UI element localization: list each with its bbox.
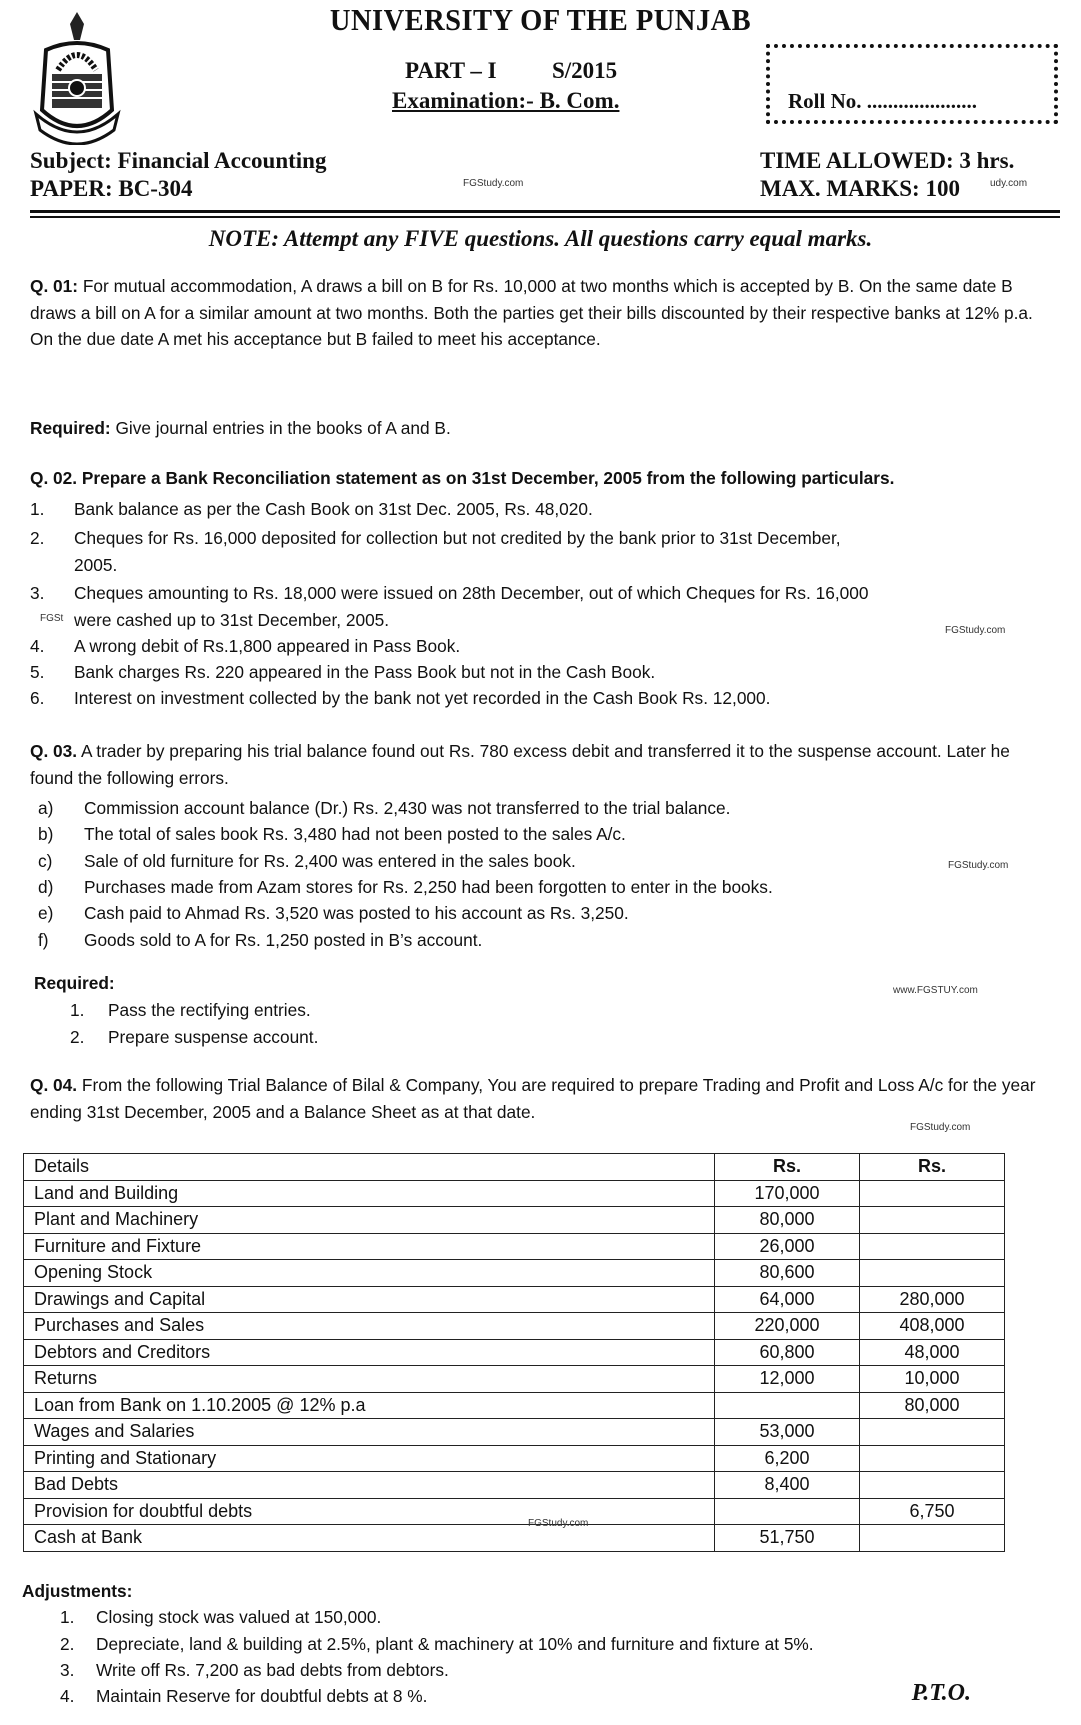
watermark: FGStudy.com bbox=[945, 625, 1006, 636]
debit-cell: 80,000 bbox=[715, 1207, 860, 1234]
item-number: f) bbox=[38, 930, 49, 950]
list-item bbox=[70, 997, 1081, 1024]
debit-cell: 53,000 bbox=[715, 1419, 860, 1446]
list-item bbox=[60, 1604, 1080, 1631]
item-number: 1. bbox=[30, 499, 45, 519]
item-number: 1. bbox=[70, 1000, 85, 1020]
item-text: Goods sold to A for Rs. 1,250 posted in B’s account. bbox=[84, 930, 483, 950]
item-text: Interest on investment collected by the bank not yet recorded in the Cash Book Rs. 12,000. bbox=[74, 688, 771, 708]
examination-label: Examination:- B. Com. bbox=[392, 88, 620, 113]
credit-cell bbox=[859, 1233, 1004, 1260]
table-row bbox=[24, 1339, 1005, 1366]
header-details: Details bbox=[24, 1154, 715, 1181]
detail-cell: Opening Stock bbox=[24, 1260, 715, 1287]
debit-cell: 51,750 bbox=[715, 1525, 860, 1552]
item-number: 4. bbox=[30, 636, 45, 656]
detail-cell: Plant and Machinery bbox=[24, 1207, 715, 1234]
item-text: A wrong debit of Rs.1,800 appeared in Pass Book. bbox=[74, 636, 461, 656]
adjustments-label: Adjustments: bbox=[22, 1581, 133, 1601]
item-number: 5. bbox=[30, 662, 45, 682]
watermark: FGStudy.com bbox=[463, 178, 524, 189]
debit-cell: 12,000 bbox=[715, 1366, 860, 1393]
list-item bbox=[30, 821, 1050, 848]
item-text: Prepare suspense account. bbox=[108, 1027, 319, 1047]
divider bbox=[30, 216, 1060, 218]
question-label: Q. 02. bbox=[30, 468, 78, 488]
question-4 bbox=[30, 1072, 1050, 1125]
question-text: From the following Trial Balance of Bilal & Company, You are required to prepare Trading and Profit and Loss A/c for the year ending 31st December, 2005 and a Balance Sheet as at that date. bbox=[30, 1075, 1036, 1122]
credit-cell bbox=[859, 1207, 1004, 1234]
item-number: 3. bbox=[30, 583, 45, 603]
table-row bbox=[24, 1313, 1005, 1340]
list-item bbox=[30, 685, 1050, 712]
pto-label: P.T.O. bbox=[911, 1680, 971, 1706]
debit-cell bbox=[715, 1392, 860, 1419]
table-row bbox=[24, 1445, 1005, 1472]
list-item bbox=[70, 1024, 1081, 1051]
list-item bbox=[30, 795, 1050, 822]
debit-cell: 26,000 bbox=[715, 1233, 860, 1260]
item-text: Pass the rectifying entries. bbox=[108, 1000, 311, 1020]
time-allowed: TIME ALLOWED: 3 hrs. bbox=[760, 148, 1015, 173]
question-1 bbox=[30, 273, 1050, 353]
watermark: www.FGSTUY.com bbox=[893, 985, 978, 996]
table-row bbox=[24, 1233, 1005, 1260]
question-text: Prepare a Bank Reconciliation statement as on 31st December, 2005 from the following particulars. bbox=[81, 468, 895, 488]
detail-cell: Returns bbox=[24, 1366, 715, 1393]
item-number: 3. bbox=[60, 1660, 75, 1680]
table-row bbox=[24, 1207, 1005, 1234]
list-item bbox=[30, 496, 1050, 523]
university-title: UNIVERSITY OF THE PUNJAB bbox=[329, 2, 752, 37]
table-row bbox=[24, 1180, 1005, 1207]
detail-cell: Land and Building bbox=[24, 1180, 715, 1207]
credit-cell bbox=[859, 1525, 1004, 1552]
table-row bbox=[24, 1286, 1005, 1313]
detail-cell: Bad Debts bbox=[24, 1472, 715, 1499]
item-text: Cheques amounting to Rs. 18,000 were issued on 28th December, out of which Cheques for Rs. 16,000 bbox=[74, 583, 869, 603]
item-number: 2. bbox=[30, 528, 45, 548]
credit-cell: 6,750 bbox=[859, 1498, 1004, 1525]
detail-cell: Provision for doubtful debts bbox=[24, 1498, 715, 1525]
q1-required bbox=[30, 415, 1050, 442]
item-number: 4. bbox=[60, 1686, 75, 1706]
item-text: Closing stock was valued at 150,000. bbox=[96, 1607, 382, 1627]
header-debit: Rs. bbox=[715, 1154, 860, 1181]
trial-balance-table bbox=[23, 1153, 1005, 1552]
subject-label: Subject: Financial Accounting bbox=[30, 148, 327, 173]
item-number: d) bbox=[38, 877, 54, 897]
debit-cell bbox=[715, 1498, 860, 1525]
question-label: Q. 03. bbox=[30, 741, 78, 761]
detail-cell: Debtors and Creditors bbox=[24, 1339, 715, 1366]
table-row bbox=[24, 1366, 1005, 1393]
list-item bbox=[30, 580, 1050, 633]
watermark: udy.com bbox=[990, 178, 1028, 189]
item-number: a) bbox=[38, 798, 54, 818]
detail-cell: Printing and Stationary bbox=[24, 1445, 715, 1472]
credit-cell: 408,000 bbox=[859, 1313, 1004, 1340]
item-number: 2. bbox=[60, 1634, 75, 1654]
required-label: Required: bbox=[30, 418, 111, 438]
list-item bbox=[30, 848, 1050, 875]
question-3 bbox=[30, 738, 1050, 791]
detail-cell: Wages and Salaries bbox=[24, 1419, 715, 1446]
required-text: Give journal entries in the books of A and B. bbox=[115, 418, 451, 438]
credit-cell bbox=[859, 1472, 1004, 1499]
credit-cell bbox=[859, 1260, 1004, 1287]
list-item bbox=[30, 633, 1050, 660]
debit-cell: 60,800 bbox=[715, 1339, 860, 1366]
item-number: b) bbox=[38, 824, 54, 844]
debit-cell: 80,600 bbox=[715, 1260, 860, 1287]
table-row bbox=[24, 1525, 1005, 1552]
item-text: Write off Rs. 7,200 as bad debts from debtors. bbox=[96, 1660, 449, 1680]
item-text: were cashed up to 31st December, 2005. bbox=[74, 609, 390, 630]
debit-cell: 220,000 bbox=[715, 1313, 860, 1340]
item-text: The total of sales book Rs. 3,480 had not been posted to the sales A/c. bbox=[84, 824, 626, 844]
question-label: Q. 04. bbox=[30, 1075, 78, 1095]
credit-cell: 80,000 bbox=[859, 1392, 1004, 1419]
item-text: Bank charges Rs. 220 appeared in the Pass Book but not in the Cash Book. bbox=[74, 662, 656, 682]
item-text: Purchases made from Azam stores for Rs. 2,250 had been forgotten to enter in the books. bbox=[84, 877, 773, 897]
table-row bbox=[24, 1472, 1005, 1499]
credit-cell: 10,000 bbox=[859, 1366, 1004, 1393]
item-number: 1. bbox=[60, 1607, 75, 1627]
debit-cell: 6,200 bbox=[715, 1445, 860, 1472]
item-text: 2005. bbox=[74, 554, 118, 575]
item-number: 6. bbox=[30, 688, 45, 708]
credit-cell bbox=[859, 1445, 1004, 1472]
roll-number-field: Roll No. ..................... bbox=[788, 89, 977, 113]
item-number: c) bbox=[38, 851, 53, 871]
roll-number-box bbox=[766, 44, 1058, 124]
debit-cell: 170,000 bbox=[715, 1180, 860, 1207]
item-text: Depreciate, land & building at 2.5%, plant & machinery at 10% and furniture and fixture at 5%. bbox=[96, 1634, 814, 1654]
credit-cell bbox=[859, 1419, 1004, 1446]
part-label: PART – I bbox=[405, 58, 497, 83]
paper-label: PAPER: BC-304 bbox=[30, 176, 193, 201]
item-text: Bank balance as per the Cash Book on 31st Dec. 2005, Rs. 48,020. bbox=[74, 499, 593, 519]
item-text: Sale of old furniture for Rs. 2,400 was entered in the sales book. bbox=[84, 851, 576, 871]
list-item bbox=[30, 900, 1050, 927]
watermark: FGStudy.com bbox=[948, 860, 1009, 871]
list-item bbox=[30, 525, 1050, 578]
credit-cell bbox=[859, 1180, 1004, 1207]
question-label: Q. 01: bbox=[30, 276, 79, 296]
credit-cell: 48,000 bbox=[859, 1339, 1004, 1366]
detail-cell: Drawings and Capital bbox=[24, 1286, 715, 1313]
question-2 bbox=[30, 465, 1050, 492]
question-text: A trader by preparing his trial balance found out Rs. 780 excess debit and transferred it to the suspense account. Later he found the following errors. bbox=[30, 741, 1010, 788]
detail-cell: Purchases and Sales bbox=[24, 1313, 715, 1340]
item-text: Cheques for Rs. 16,000 deposited for collection but not credited by the bank prior to 31st December, bbox=[74, 528, 841, 548]
table-row bbox=[24, 1419, 1005, 1446]
list-item bbox=[30, 874, 1050, 901]
table-header-row bbox=[24, 1154, 1005, 1181]
session-label: S/2015 bbox=[552, 58, 618, 83]
header-credit: Rs. bbox=[859, 1154, 1004, 1181]
item-text: Cash paid to Ahmad Rs. 3,520 was posted to his account as Rs. 3,250. bbox=[84, 903, 629, 923]
table-row bbox=[24, 1498, 1005, 1525]
watermark: FGStudy.com bbox=[910, 1122, 971, 1133]
item-text: Maintain Reserve for doubtful debts at 8 %. bbox=[96, 1686, 428, 1706]
q3-required-label: Required: bbox=[34, 973, 115, 993]
item-text: Commission account balance (Dr.) Rs. 2,430 was not transferred to the trial balance. bbox=[84, 798, 731, 818]
table-row bbox=[24, 1392, 1005, 1419]
list-item bbox=[30, 659, 1050, 686]
note: NOTE: Attempt any FIVE questions. All questions carry equal marks. bbox=[208, 226, 873, 251]
divider bbox=[30, 210, 1060, 213]
detail-cell: Cash at Bank bbox=[24, 1525, 715, 1552]
list-item bbox=[60, 1631, 1080, 1658]
detail-cell: Furniture and Fixture bbox=[24, 1233, 715, 1260]
debit-cell: 64,000 bbox=[715, 1286, 860, 1313]
table-row bbox=[24, 1260, 1005, 1287]
item-number: e) bbox=[38, 903, 54, 923]
detail-cell: Loan from Bank on 1.10.2005 @ 12% p.a bbox=[24, 1392, 715, 1419]
debit-cell: 8,400 bbox=[715, 1472, 860, 1499]
max-marks: MAX. MARKS: 100 bbox=[760, 176, 960, 201]
item-number: 2. bbox=[70, 1027, 85, 1047]
question-text: For mutual accommodation, A draws a bill on B for Rs. 10,000 at two months which is accepted by B. On the same date B draws a bill on A for a similar amount at two months. Both the parties get their bills discounted by their respective banks at 12% p.a. On the due date A met his acceptance but B failed to meet his acceptance. bbox=[30, 276, 1033, 349]
watermark: FGStudy.com bbox=[528, 1518, 589, 1529]
watermark: FGSt bbox=[40, 613, 64, 624]
list-item bbox=[30, 927, 1050, 954]
credit-cell: 280,000 bbox=[859, 1286, 1004, 1313]
